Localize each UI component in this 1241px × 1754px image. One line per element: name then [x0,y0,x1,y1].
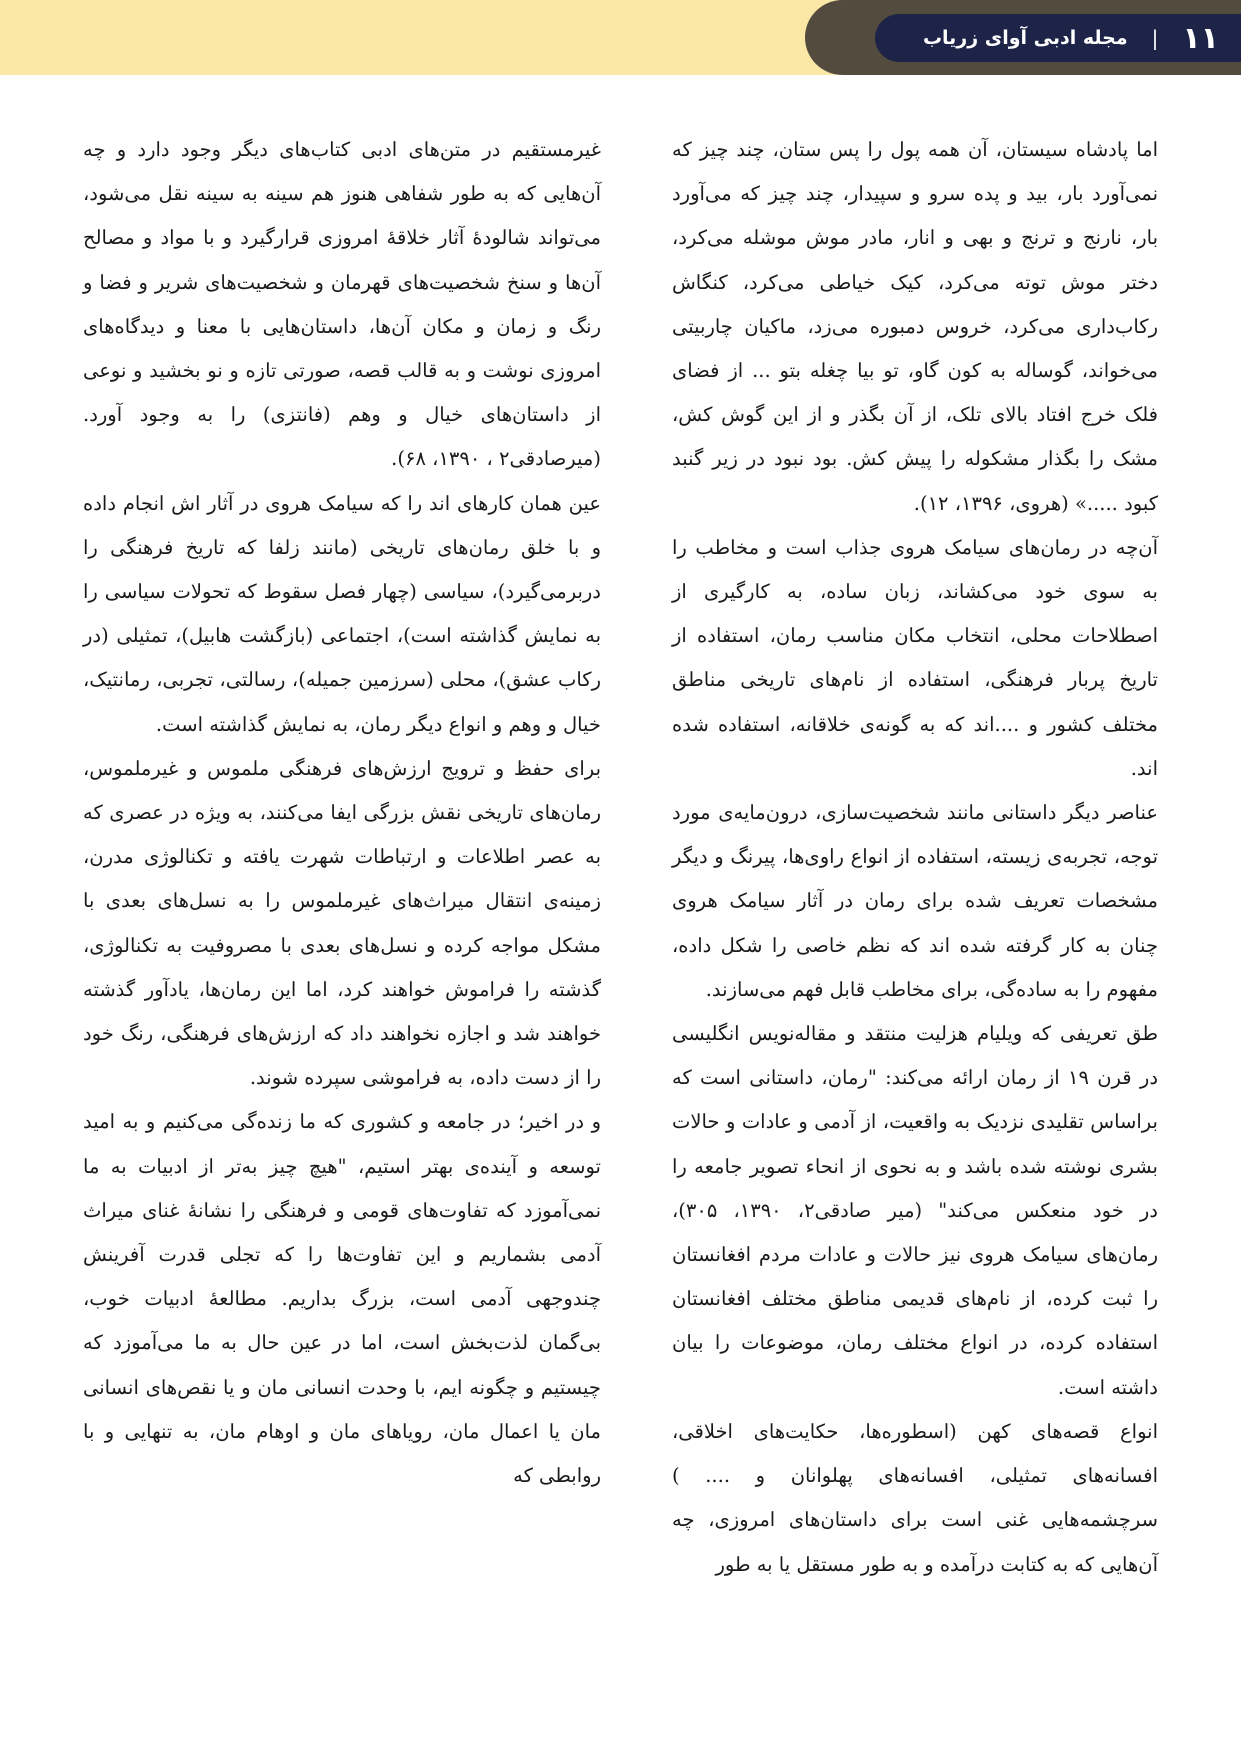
left-column [83,128,601,1638]
paragraph: آن‌چه در رمان‌های سیامک هروی جذاب است و مخاطب را به سوی خود می‌کشاند، زبان ساده، به کارگیری از اصطلاحات محلی، انتخاب مکان مناسب رمان، استفاده از تاریخ پربار فرهنگی، استفاده از نام‌های تاریخی مناطق مختلف کشور و ....اند که به گونه‌ی خلاقانه، استفاده شده اند. [672,535,1158,780]
paragraph: عناصر دیگر داستانی مانند شخصیت‌سازی، درون‌مایه‌ی مورد توجه، تجربه‌ی زیسته، استفاده از انواع راوی‌ها، پیرنگ و دیگر مشخصات تعریف شده برای رمان در آثار سیامک هروی چنان به کار گرفته شده اند که نظم خاصی را شکل داده، مفهوم را به ساده‌گی، برای مخاطب قابل فهم می‌سازند. [672,801,1158,1001]
header-separator: | [1151,26,1159,50]
paragraph: برای حفظ و ترویج ارزش‌های فرهنگی ملموس و غیرملموس، رمان‌های تاریخی نقش بزرگی ایفا می‌کنند، به ویژه در عصری که به عصر اطلاعات و ارتباطات شهرت یافته و تکنالوژی مدرن، زمینه‌ی انتقال میراث‌های غیرملموس را به نسل‌های بعدی با مشکل مواجه کرده و نسل‌های بعدی با مصروفیت به تکنالوژی، گذشته را فراموش خواهند کرد، اما این رمان‌ها، یادآور گذشته خواهند شد و اجازه نخواهند داد که ارزش‌های فرهنگی، رنگ خود را از دست داده، به فراموشی سپرده شوند. [83,756,601,1090]
paragraph: عین همان کارهای اند را که سیامک هروی در آثار اش انجام داده و با خلق رمان‌های تاریخی (مانند زلفا که تاریخ فرهنگی را دربرمی‌گیرد)، سیاسی (چهار فصل سقوط که تحولات سیاسی را به نمایش گذاشته است)، اجتماعی (بازگشت هابیل)، تمثیلی (در رکاب عشق)، محلی (سرزمین جمیله)، رسالتی، تجربی، رمانتیک، خیال و وهم و انواع دیگر رمان، به نمایش گذاشته است. [83,491,601,736]
magazine-title: مجله ادبی آوای زریاب [922,27,1128,49]
paragraph: و در اخیر؛ در جامعه و کشوری که ما زنده‌گی می‌کنیم و به امید توسعه و آینده‌ی بهتر استیم، "هیچ چیز به‌تر از ادبیات به ما نمی‌آموزد که تفاوت‌های قومی و فرهنگی را نشانهٔ غنای میراث آدمی بشماریم و این تفاوت‌ها را که تجلی قدرت آفرینش چندوجهی آدمی است، بزرگ بداریم. مطالعهٔ ادبیات خوب، بی‌گمان لذت‌بخش است، اما در عین حال به ما می‌آموزد که چیستیم و چگونه ایم، با وحدت انسانی مان و یا نقص‌های انسانی مان یا اعمال مان، رویاهای مان و اوهام مان، به تنهایی و با روابطی که [83,1110,601,1488]
paragraph: اما پادشاه سیستان، آن همه پول را پس ستان، چند چیز که نمی‌آورد بار، بید و پده سرو و سپیدار، چند چیز که می‌آورد بار، نارنج و ترنج و بهی و انار، مادر موش موشله می‌کرد، دختر موش توته می‌کرد، کیک خیاطی می‌کرد، کنگاش رکاب‌داری می‌کرد، خروس دمبوره می‌زد، ماکیان چاربیتی می‌خواند، گوساله به کون گاو، تو بیا چغله بتو ... از فضای فلک خرج افتاد بالای تلک، از آن بگذر و از این گوش کش، مشک را بگذار مشکوله را پیش کش. بود نبود در زیر گنبد کبود .....» (هروی، ۱۳۹۶، ۱۲). [672,138,1158,515]
right-column [672,128,1158,1638]
paragraph: طق تعریفی که ویلیام هزلیت منتقد و مقاله‌نویس انگلیسی در قرن ۱۹ از رمان ارائه می‌کند: "رمان، داستانی است که براساس تقلیدی نزدیک به واقعیت، از آدمی و عادات و حالات بشری نوشته شده باشد و به نحوی از انحاء تصویر جامعه را در خود منعکس می‌کند" (میر صادقی۲، ۱۳۹۰، ۳۰۵)، رمان‌های سیامک هروی نیز حالات و عادات مردم افغانستان را ثبت کرده، از نام‌های قدیمی مناطق مختلف افغانستان استفاده کرده، در انواع مختلف رمان، موضوعات را بیان داشته است. [672,1022,1158,1399]
page-number: ۱۱ [1182,20,1219,56]
paragraph: انواع قصه‌های کهن (اسطوره‌ها، حکایت‌های اخلاقی، افسانه‌های تمثیلی، افسانه‌های پهلوانان و .... ) سرچشمه‌هایی غنی است برای داستان‌های امروزی، چه آن‌هایی که به کتابت درآمده و به طور مستقل یا به طور [672,1419,1158,1576]
paragraph: غیرمستقیم در متن‌های ادبی کتاب‌های دیگر وجود دارد و چه آن‌هایی که به طور شفاهی هنوز هم سینه به سینه نقل می‌شود، می‌تواند شالودهٔ آثار خلاقهٔ امروزی قرارگیرد و با مواد و مصالح آن‌ها و سنخ شخصیت‌های قهرمان و شخصیت‌های شریر و فضا و رنگ و زمان و مکان آن‌ها، داستان‌هایی با معنا و دیدگاه‌های امروزی نوشت و به قالب قصه، صورتی تازه و نو بخشید و نوعی از داستان‌های خیال و وهم (فانتزی) را به وجود آورد. (میرصادقی۲ ، ۱۳۹۰، ۶۸). [83,138,601,471]
page-header [875,14,1241,62]
